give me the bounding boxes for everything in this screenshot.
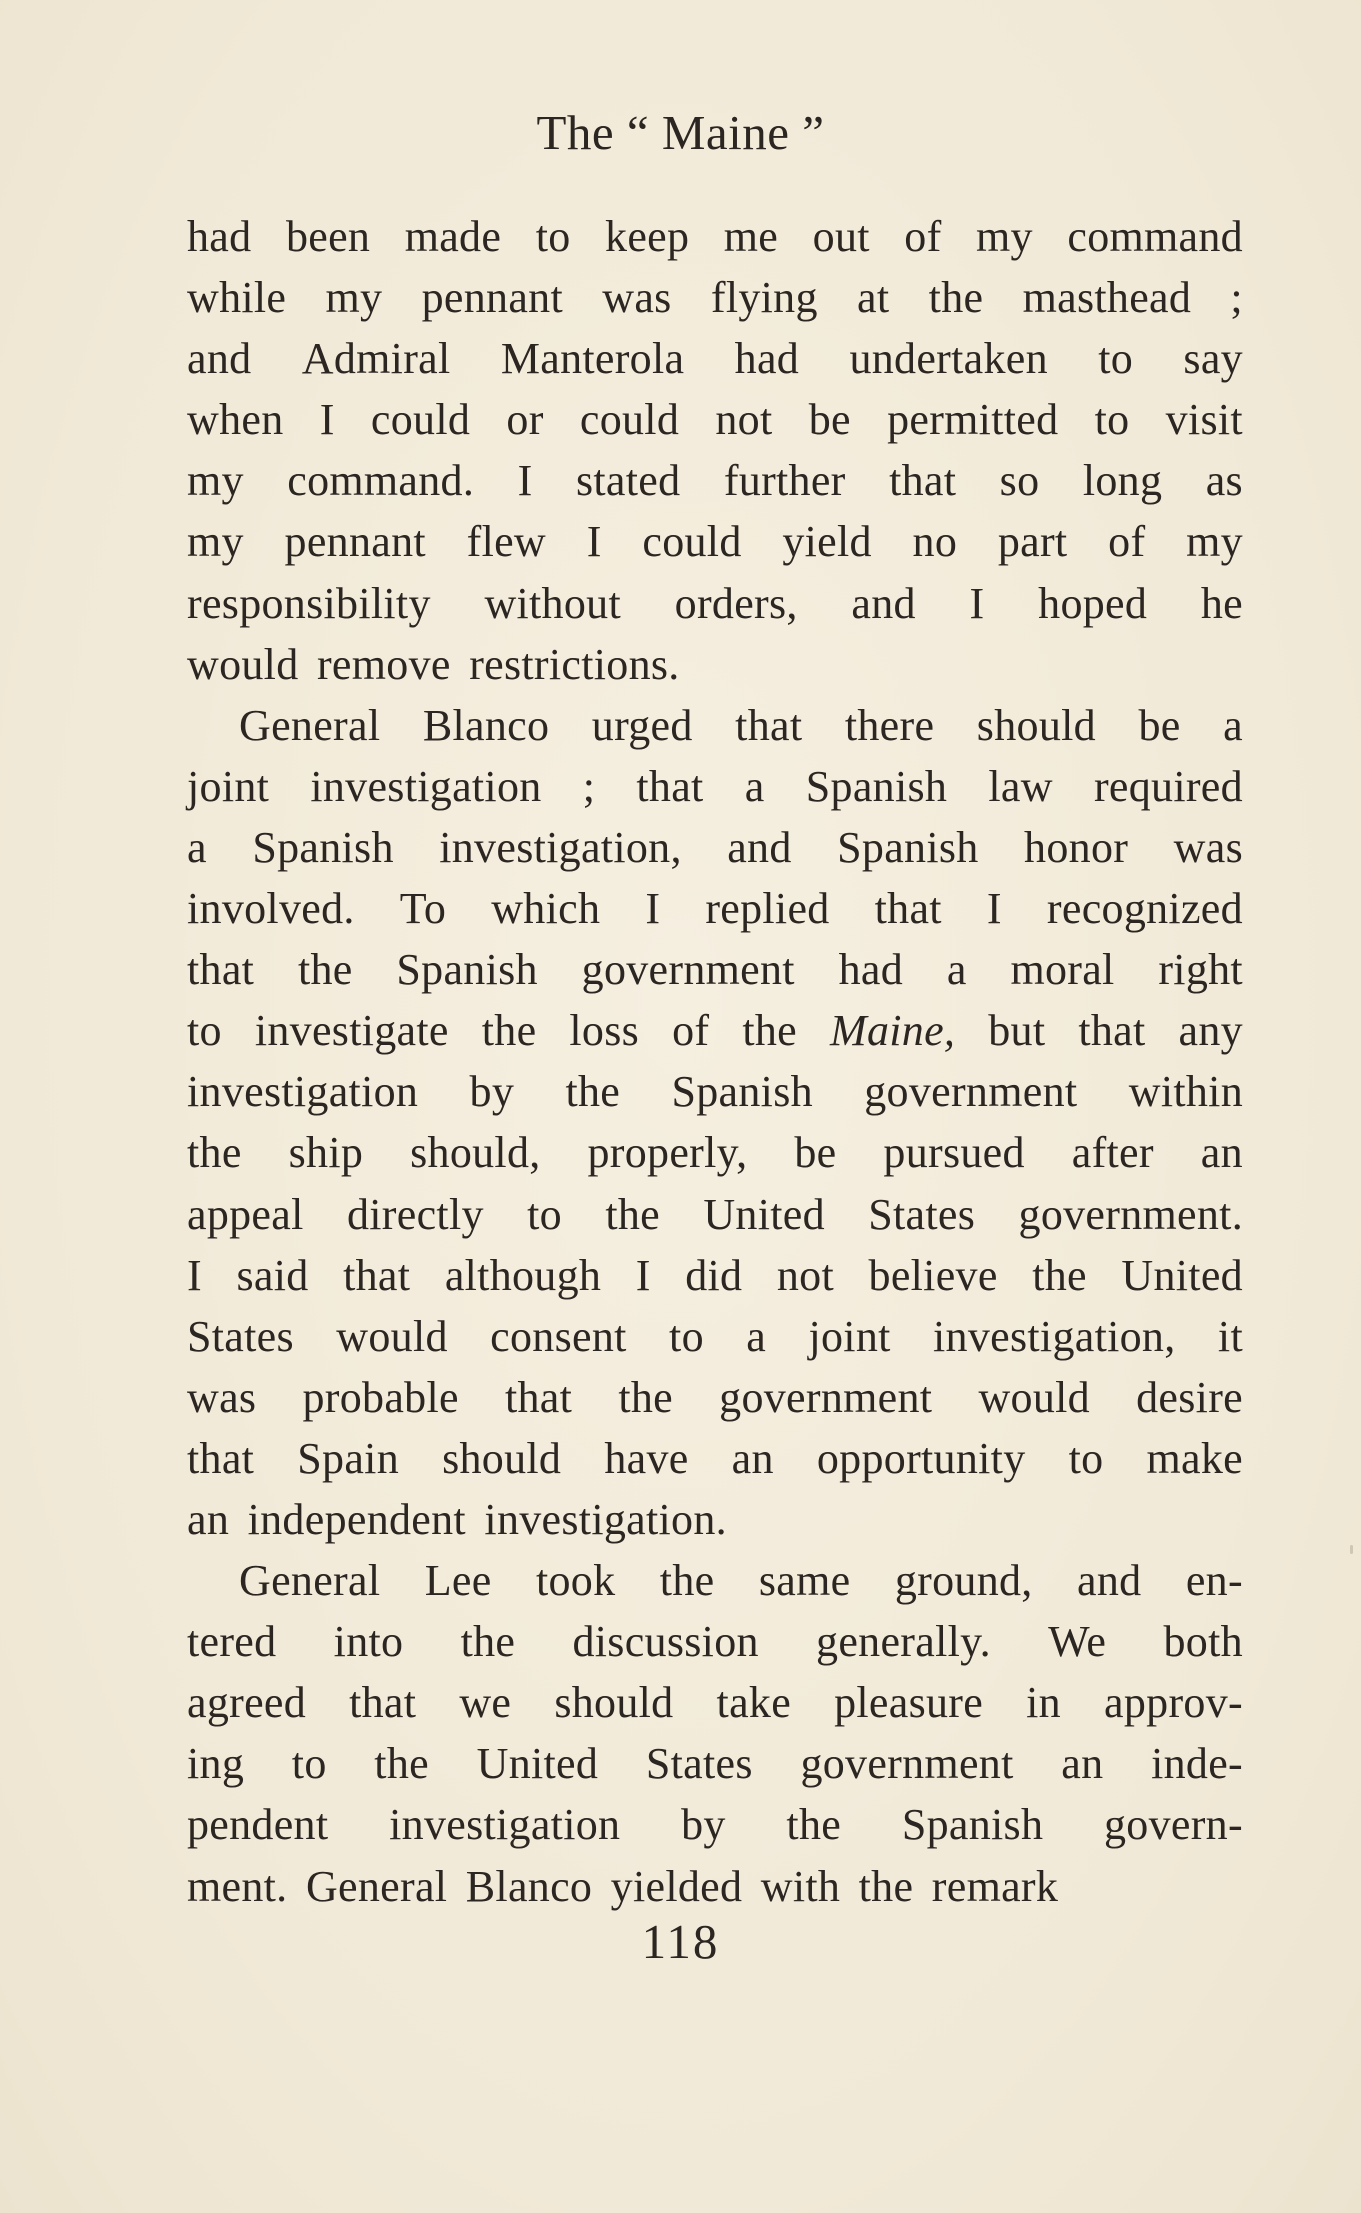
word: my <box>1186 517 1243 567</box>
word: my <box>187 517 244 567</box>
word: not <box>776 1250 834 1300</box>
word: after <box>1071 1128 1154 1178</box>
word: States <box>868 1189 976 1239</box>
word: further <box>723 456 846 506</box>
word: out <box>812 212 870 261</box>
word: hoped <box>1038 578 1148 628</box>
word: properly, <box>587 1128 748 1178</box>
word: took <box>535 1556 616 1606</box>
word: Lee <box>424 1556 492 1606</box>
word: the <box>928 273 984 323</box>
text-line <box>187 1550 1243 1611</box>
word: permitted <box>887 395 1059 445</box>
word: a <box>946 945 967 995</box>
word: a <box>1223 700 1243 750</box>
word: of <box>1108 517 1146 567</box>
word: of <box>672 1006 710 1056</box>
word: law <box>988 761 1053 811</box>
word: moral <box>1010 945 1115 995</box>
word: any <box>1178 1006 1243 1056</box>
word: which <box>491 884 601 934</box>
text-line <box>187 1245 1243 1306</box>
word: or <box>506 395 544 445</box>
word: ing <box>187 1739 245 1789</box>
word: and <box>1077 1556 1142 1606</box>
word: take <box>716 1678 792 1728</box>
word: that <box>343 1250 411 1300</box>
word: approv- <box>1104 1678 1243 1728</box>
word: was <box>1173 822 1243 872</box>
word: joint <box>187 761 270 811</box>
word: the <box>618 1372 673 1422</box>
word: been <box>285 212 371 261</box>
word: discussion <box>572 1617 759 1667</box>
word: ship <box>288 1128 364 1178</box>
word: General <box>305 1861 448 1911</box>
word: undertaken <box>849 334 1048 384</box>
word: We <box>1048 1617 1107 1667</box>
word: to <box>291 1739 327 1789</box>
word: Spanish <box>396 945 538 995</box>
word: could <box>579 395 680 445</box>
word: he <box>1200 578 1243 628</box>
word: I <box>319 395 335 445</box>
word: and <box>187 334 252 384</box>
word: without <box>484 578 621 628</box>
word: government <box>864 1067 1078 1117</box>
word: of <box>904 212 942 261</box>
text-line <box>187 1611 1243 1672</box>
word: no <box>912 517 958 567</box>
word: yield <box>782 517 872 567</box>
word: required <box>1093 761 1243 811</box>
word: should <box>442 1433 562 1483</box>
word: in <box>1026 1678 1061 1728</box>
word: agreed <box>187 1678 307 1728</box>
word: investigation, <box>933 1311 1176 1361</box>
paper-speck <box>1350 1545 1353 1554</box>
word: me <box>723 212 779 261</box>
word: stated <box>575 456 681 506</box>
word: Blanco <box>422 700 550 750</box>
word: that <box>504 1372 573 1422</box>
word: that <box>874 884 942 934</box>
text-line <box>187 1733 1243 1794</box>
word: to <box>187 1006 222 1056</box>
word: Manterola <box>500 334 685 384</box>
word: that <box>349 1678 417 1728</box>
text-line <box>187 206 1243 267</box>
word: investigation <box>187 1067 419 1117</box>
word: with <box>760 1861 841 1911</box>
word: pennant <box>421 273 564 323</box>
word: visit <box>1165 395 1243 445</box>
page-number: 118 <box>641 1914 720 1969</box>
paragraph <box>187 695 1243 1550</box>
word: to <box>527 1189 562 1239</box>
word: government. <box>1018 1189 1243 1239</box>
word: should <box>976 700 1096 750</box>
word: General <box>239 1556 381 1606</box>
word: probable <box>302 1372 459 1422</box>
word: keep <box>605 212 690 261</box>
word: Spain <box>297 1433 399 1483</box>
word: desire <box>1136 1372 1243 1422</box>
word: responsibility <box>187 578 431 628</box>
text-line <box>187 1306 1243 1367</box>
word: I <box>187 1250 202 1300</box>
word: pursued <box>883 1128 1025 1178</box>
word: pennant <box>284 517 426 567</box>
word: Spanish <box>252 822 394 872</box>
word: Spanish <box>901 1800 1044 1850</box>
word: the <box>605 1189 660 1239</box>
text-line <box>187 817 1243 878</box>
word: directly <box>346 1189 484 1239</box>
word: was <box>187 1372 257 1422</box>
word: it <box>1217 1311 1243 1361</box>
word: States <box>645 1739 753 1789</box>
word: I <box>969 578 985 628</box>
word: that <box>187 1433 255 1483</box>
text-line <box>187 511 1243 572</box>
word: investigation <box>389 1800 621 1850</box>
word: and <box>727 822 792 872</box>
text-line <box>187 573 1243 634</box>
word: investigate <box>254 1006 449 1056</box>
word: investigation, <box>439 822 682 872</box>
word: involved. <box>187 884 355 934</box>
word: investigation <box>310 761 542 811</box>
word: flew <box>466 517 547 567</box>
text-line <box>187 1489 1243 1550</box>
word: we <box>459 1678 512 1728</box>
word: would <box>336 1311 448 1361</box>
word: tered <box>187 1617 277 1667</box>
word: Spanish <box>837 822 979 872</box>
word: command <box>1067 212 1243 261</box>
paragraph <box>187 1550 1243 1917</box>
text-line <box>187 1856 1243 1917</box>
word: would <box>187 639 299 689</box>
text-line <box>187 328 1243 389</box>
word: be <box>1138 700 1181 750</box>
text-line <box>187 1428 1243 1489</box>
word: honor <box>1024 822 1129 872</box>
word: that <box>1078 1006 1146 1056</box>
word: the <box>858 1861 914 1911</box>
word: both <box>1163 1617 1243 1667</box>
word: to <box>1098 334 1134 384</box>
word: to <box>535 212 571 261</box>
word: loss <box>569 1006 640 1056</box>
word: was <box>602 273 672 323</box>
word: the <box>565 1067 621 1117</box>
word: make <box>1146 1433 1243 1483</box>
word: orders, <box>674 578 798 628</box>
word: the <box>481 1006 537 1056</box>
word: while <box>187 273 287 323</box>
word: did <box>685 1250 743 1300</box>
word: say <box>1183 334 1243 384</box>
word: my <box>976 212 1033 261</box>
text-line <box>187 695 1243 756</box>
word: an <box>187 1494 230 1544</box>
word: had <box>187 212 252 261</box>
word: there <box>844 700 935 750</box>
word: consent <box>490 1311 627 1361</box>
ship-name-italic: Maine, <box>830 1006 956 1056</box>
word: flying <box>710 273 818 323</box>
word: an <box>731 1433 774 1483</box>
word: when <box>187 395 284 445</box>
text-line <box>187 756 1243 817</box>
word: as <box>1205 456 1243 506</box>
word: into <box>333 1617 404 1667</box>
text-line <box>187 1672 1243 1733</box>
word: investigation. <box>484 1494 727 1544</box>
word: I <box>586 517 602 567</box>
text-line <box>187 878 1243 939</box>
text-line <box>187 1061 1243 1122</box>
text-line <box>187 450 1243 511</box>
text-line <box>187 939 1243 1000</box>
word: Admiral <box>301 334 451 384</box>
word: have <box>604 1433 689 1483</box>
word: and <box>851 578 916 628</box>
word: govern- <box>1104 1800 1243 1850</box>
word: opportunity <box>816 1433 1026 1483</box>
word: ; <box>1230 273 1243 323</box>
word: at <box>857 273 890 323</box>
word: General <box>239 700 381 750</box>
word: command. <box>287 456 475 506</box>
word: remove <box>316 639 451 689</box>
word: replied <box>705 884 830 934</box>
word: Spanish <box>805 761 948 811</box>
word: had <box>838 945 904 995</box>
word: although <box>444 1250 602 1300</box>
word: I <box>635 1250 651 1300</box>
word: that <box>735 700 803 750</box>
word: ; <box>582 761 596 811</box>
word: so <box>999 456 1040 506</box>
word: right <box>1158 945 1243 995</box>
word: a <box>746 1311 767 1361</box>
text-line <box>187 389 1243 450</box>
word: I <box>986 884 1002 934</box>
word: the <box>742 1006 797 1056</box>
word: part <box>997 517 1068 567</box>
word: but <box>988 1006 1046 1056</box>
word: en- <box>1185 1556 1243 1606</box>
word: Blanco <box>465 1861 593 1911</box>
word: United <box>1121 1250 1243 1300</box>
word: pleasure <box>834 1678 984 1728</box>
word: urged <box>591 700 693 750</box>
text-line <box>187 1794 1243 1855</box>
word: States <box>187 1311 294 1361</box>
body-text <box>187 206 1243 1917</box>
word: had <box>734 334 800 384</box>
word: should, <box>410 1128 541 1178</box>
word: independent <box>247 1494 466 1544</box>
word: the <box>659 1556 715 1606</box>
word: that <box>636 761 704 811</box>
word: same <box>758 1556 851 1606</box>
word: to <box>1094 395 1130 445</box>
text-line <box>187 1000 1243 1061</box>
word: remark <box>931 1861 1059 1911</box>
word: government <box>581 945 795 995</box>
word: pendent <box>187 1800 329 1850</box>
word: would <box>978 1372 1090 1422</box>
word: to <box>1068 1433 1104 1483</box>
word: my <box>325 273 383 323</box>
word: be <box>808 395 851 445</box>
word: could <box>370 395 471 445</box>
word: be <box>794 1128 837 1178</box>
word: ground, <box>894 1556 1033 1606</box>
word: the <box>460 1617 516 1667</box>
word: the <box>374 1739 429 1789</box>
word: said <box>236 1250 309 1300</box>
text-line <box>187 267 1243 328</box>
word: a <box>744 761 765 811</box>
word: recognized <box>1046 884 1243 934</box>
word: To <box>399 884 447 934</box>
word: to <box>669 1311 704 1361</box>
word: my <box>187 456 244 506</box>
text-line <box>187 1122 1243 1183</box>
word: should <box>554 1678 674 1728</box>
word: not <box>715 395 773 445</box>
text-line <box>187 1184 1243 1245</box>
word: United <box>703 1189 825 1239</box>
word: that <box>889 456 957 506</box>
word: joint <box>808 1311 891 1361</box>
word: appeal <box>187 1189 304 1239</box>
word: believe <box>868 1250 998 1300</box>
text-line <box>187 634 1243 695</box>
text-line <box>187 1367 1243 1428</box>
word: could <box>642 517 742 567</box>
word: the <box>1032 1250 1087 1300</box>
word: by <box>681 1800 726 1850</box>
word: ment. <box>187 1861 288 1911</box>
word: by <box>469 1067 515 1117</box>
word: Spanish <box>671 1067 813 1117</box>
word: restrictions. <box>469 639 680 689</box>
word: United <box>476 1739 599 1789</box>
word: made <box>404 212 502 261</box>
running-head: The “ Maine ” <box>536 105 825 160</box>
word: I <box>517 456 533 506</box>
paragraph <box>187 206 1243 695</box>
word: the <box>297 945 353 995</box>
word: a <box>187 822 207 872</box>
word: inde- <box>1151 1739 1243 1789</box>
word: within <box>1128 1067 1243 1117</box>
word: an <box>1061 1739 1104 1789</box>
word: I <box>645 884 661 934</box>
word: the <box>786 1800 842 1850</box>
word: generally. <box>816 1617 991 1667</box>
word: yielded <box>610 1861 743 1911</box>
word: masthead <box>1022 273 1192 323</box>
word: government <box>800 1739 1014 1789</box>
word: government <box>719 1372 933 1422</box>
word: long <box>1082 456 1163 506</box>
word: that <box>187 945 255 995</box>
word: the <box>187 1128 242 1178</box>
word: an <box>1200 1128 1243 1178</box>
